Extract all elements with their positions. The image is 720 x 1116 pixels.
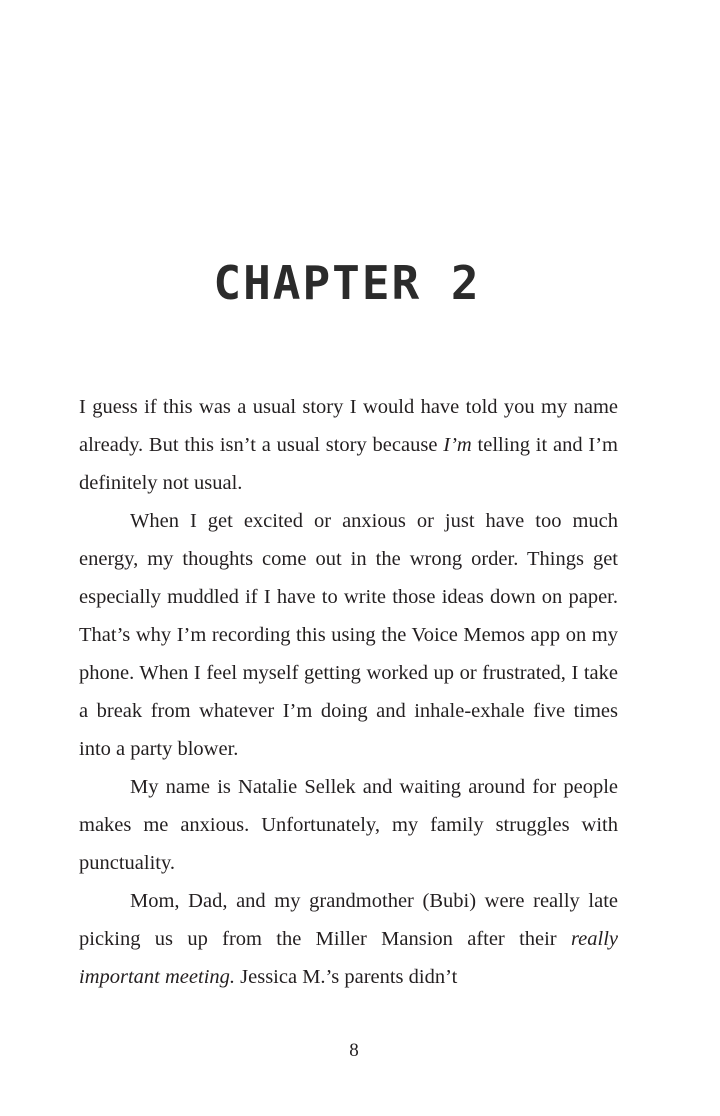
paragraph-text: I guess if this was a usual story I would have told you my name already. But this isn’t a usual story because [79,396,618,456]
paragraph-text: Jessica M.’s parents didn’t [235,966,458,988]
paragraph-1 [79,388,618,502]
chapter-title: CHAPTER 2 [213,256,481,310]
paragraph-2 [79,502,618,768]
paragraph-text: My name is Natalie Sellek and waiting around for people makes me anxious. Unfortunately, my family struggles with punctuality. [79,776,618,874]
emphasis-text: really important meeting. [79,928,618,988]
paragraph-3 [79,768,618,882]
emphasis-text: I’m [443,434,472,456]
paragraph-text: Mom, Dad, and my grandmother (Bubi) were really late picking us up from the Miller Mansion after their [79,890,618,950]
paragraph-text: telling it and I’m definitely not usual. [79,434,618,494]
paragraph-4 [79,882,618,996]
chapter-body [79,388,618,996]
page-number: 8 [349,1040,359,1061]
paragraph-text: When I get excited or anxious or just have too much energy, my thoughts come out in the wrong order. Things get especially muddled if I have to write those ideas down on paper. That’s why I’m recording this using the Voice Memos app on my phone. When I feel myself getting worked up or frustrated, I take a break from whatever I’m doing and inhale-exhale five times into a party blower. [79,510,618,760]
